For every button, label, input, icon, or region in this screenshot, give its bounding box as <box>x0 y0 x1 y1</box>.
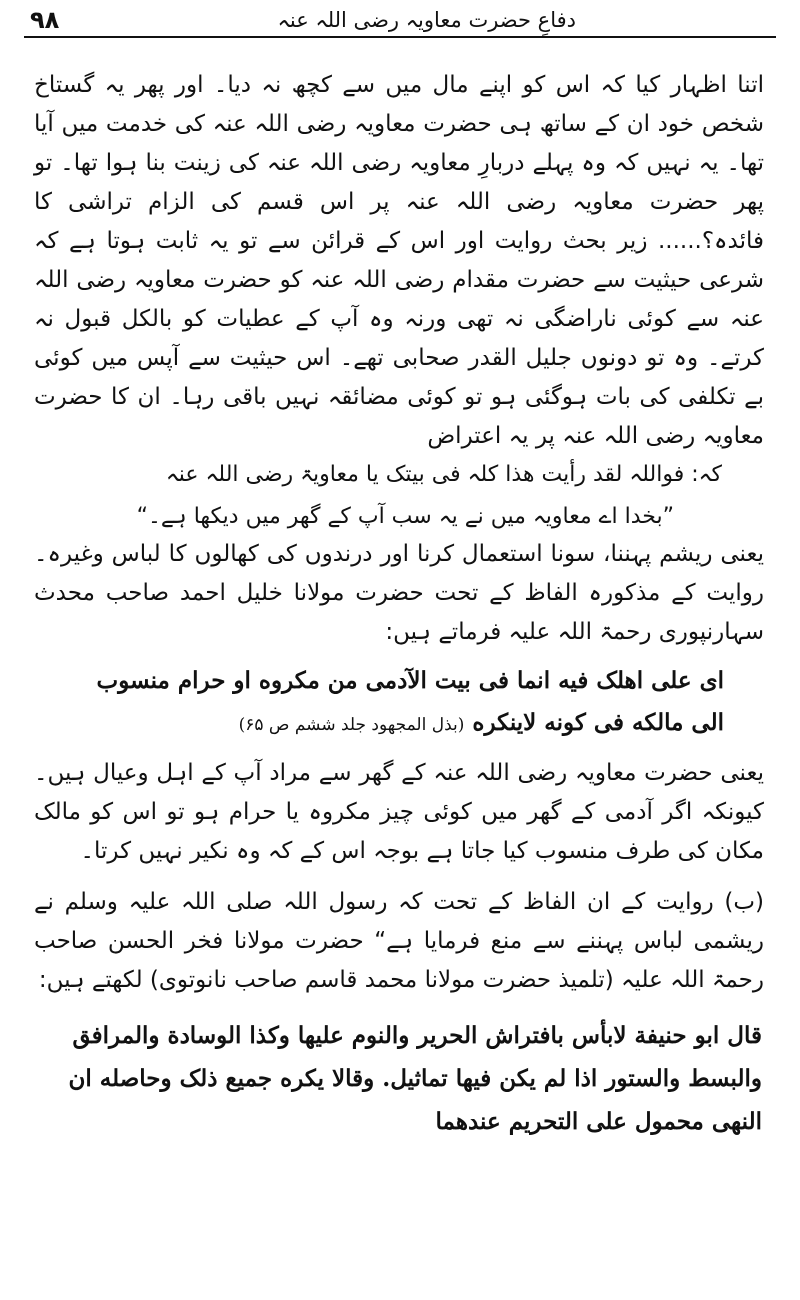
page-content <box>34 66 764 1143</box>
page-number: ۹۸ <box>30 6 60 34</box>
running-title: دفاعِ حضرت معاویہ رضی اللہ عنہ <box>277 8 576 32</box>
arabic-quotation: کہ: فواللہ لقد رأیت ھذا کلہ فی بیتک یا معاویۃ رضی اللہ عنہ <box>165 462 722 487</box>
reference-citation: (بذل المجھود جلد ششم ص ۶۵) <box>238 715 465 735</box>
page-header <box>24 6 776 38</box>
arabic-commentary-block <box>64 660 724 746</box>
paragraph-household: یعنی حضرت معاویہ رضی اللہ عنہ کے گھر سے مراد آپ کے اہل وعیال ہیں۔ کیونکہ اگر آدمی کے گھر میں کوئی چیز مکروہ یا حرام ہو تو اس کو مالک مکان کی طرف منسوب کیا جاتا ہے بوجہ اس کے کہ وہ نکیر نہیں کرتا۔ <box>34 760 764 864</box>
paragraph-section-b: (ب) روایت کے ان الفاظ کے تحت کہ رسول اللہ صلی اللہ علیہ وسلم نے ریشمی لباس پہننے سے منع فرمایا ہے“ حضرت مولانا فخر الحسن صاحب رحمۃ اللہ علیہ (تلمیذ حضرت مولانا محمد قاسم صاحب نانوتوی) لکھتے ہیں: <box>34 889 764 993</box>
arabic-fiqh-quotation: قال ابو حنیفة لابأس بافتراش الحریر والنوم علیها وکذا الوسادة والمرافق والبسط والستور اذا لم یکن فیها تماثیل. وقالا یکره جمیع ذلک وحاصله ان النهی محمول علی التحریم عندهما <box>68 1022 762 1135</box>
paragraph-intro: اتنا اظہار کیا کہ اس کو اپنے مال میں سے کچھ نہ دیا۔ اور پھر یہ گستاخ شخص خود ان کے ساتھ ہی حضرت معاویہ رضی اللہ عنہ کی خدمت میں آیا تھا۔ یہ نہیں کہ وہ پہلے دربارِ معاویہ رضی اللہ عنہ کی زینت بنا ہوا تھا۔ تو پھر حضرت معاویہ رضی اللہ عنہ پر اس قسم کی الزام تراشی کا فائدہ؟...... زیر بحث روایت اور اس کے قرائن سے تو یہ ثابت ہوتا ہے کہ شرعی حیثیت سے حضرت مقدام رضی اللہ عنہ کو حضرت معاویہ رضی اللہ عنہ سے کوئی ناراضگی نہ تھی ورنہ وہ آپ کے عطیات کو بالکل قبول نہ کرتے۔ وہ تو دونوں جلیل القدر صحابی تھے۔ اس حیثیت سے آپس میں کوئی بے تکلفی کی بات ہوگئی ہو تو کوئی مضائقہ نہیں باقی رہا۔ ان کا حضرت معاویہ رضی اللہ عنہ پر یہ اعتراض <box>34 72 764 449</box>
paragraph-explanation: یعنی ریشم پہننا، سونا استعمال کرنا اور درندوں کی کھالوں کا لباس وغیرہ۔ روایت کے مذکورہ الفاظ کے تحت حضرت مولانا خلیل احمد صاحب محدث سہارنپوری رحمۃ اللہ علیہ فرماتے ہیں: <box>34 541 764 645</box>
arabic-commentary-text: ای علی اھلک فیه انما فی بیت الآدمی من مکروه او حرام منسوب الی مالکه فی کونه لاینکره <box>96 667 724 736</box>
urdu-translation-quote: ”بخدا اے معاویہ میں نے یہ سب آپ کے گھر میں دیکھا ہے۔“ <box>136 504 674 529</box>
